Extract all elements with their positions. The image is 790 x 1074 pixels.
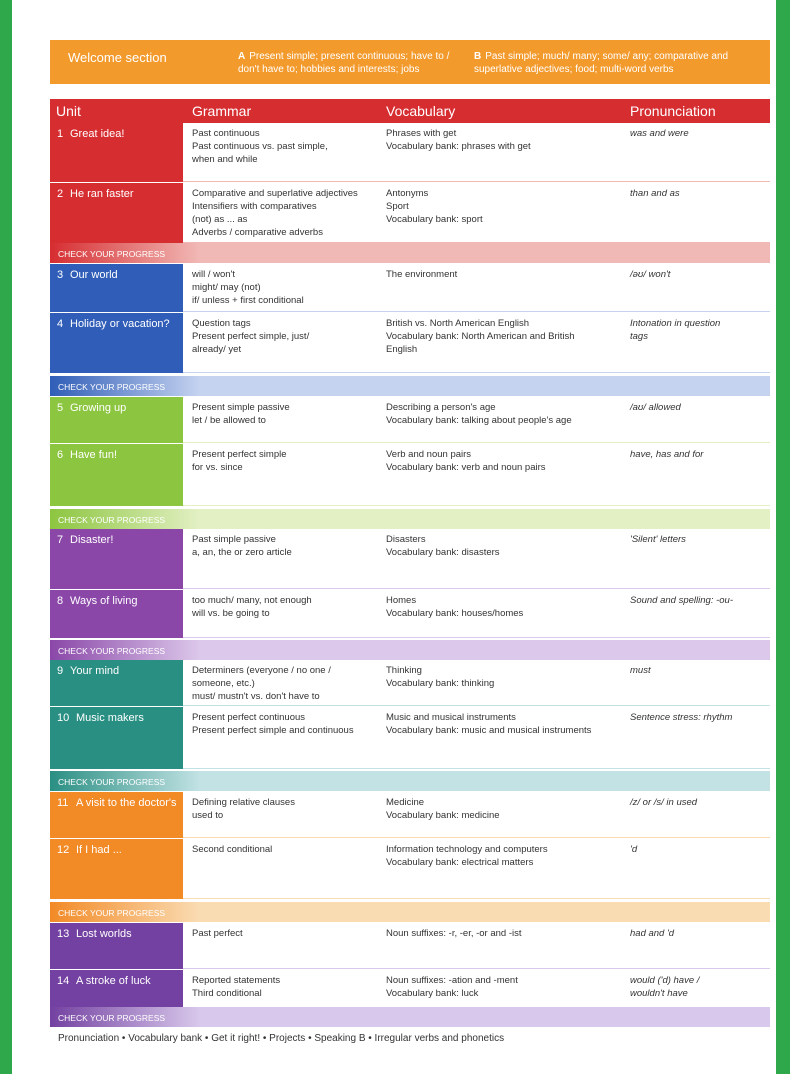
vocabulary-cell	[386, 974, 622, 1000]
check-progress-band	[50, 771, 770, 791]
vocabulary-cell	[386, 664, 622, 690]
pronunciation-cell-line: would ('d) have /	[630, 975, 700, 986]
check-progress-band	[50, 1007, 770, 1027]
table-row	[50, 529, 770, 589]
pronunciation-cell	[630, 974, 766, 1000]
unit-title: Holiday or vacation?	[70, 318, 170, 330]
pronunciation-cell	[630, 187, 766, 200]
unit-title: He ran faster	[70, 188, 134, 200]
unit-number: 13	[57, 928, 70, 940]
grammar-cell-line: for vs. since	[192, 462, 243, 473]
grammar-cell-line: a, an, the or zero article	[192, 547, 292, 558]
row-divider	[183, 768, 770, 769]
grammar-cell	[192, 664, 377, 703]
unit-number: 2	[57, 188, 64, 200]
row-divider	[183, 181, 770, 182]
row-divider	[183, 311, 770, 312]
grammar-cell-line: must/ mustn't vs. don't have to	[192, 691, 320, 702]
check-progress-band	[50, 902, 770, 922]
unit-number: 4	[57, 318, 64, 330]
vocabulary-cell-line: Vocabulary bank: luck	[386, 988, 479, 999]
pronunciation-cell-line: 'Silent' letters	[630, 534, 686, 545]
table-row	[50, 839, 770, 899]
table-row	[50, 923, 770, 969]
table-row	[50, 183, 770, 243]
vocabulary-cell	[386, 843, 622, 869]
pronunciation-cell	[630, 401, 766, 414]
pronunciation-cell-line: Intonation in question	[630, 318, 721, 329]
welcome-section	[50, 40, 770, 84]
unit-title: Music makers	[76, 712, 144, 724]
grammar-cell	[192, 317, 377, 356]
check-progress-label: CHECK YOUR PROGRESS	[58, 515, 166, 525]
row-divider	[183, 372, 770, 373]
check-progress-label: CHECK YOUR PROGRESS	[58, 646, 166, 656]
unit-cell	[50, 707, 183, 769]
grammar-cell-line: Adverbs / comparative adverbs	[192, 227, 323, 238]
pronunciation-cell	[630, 927, 766, 940]
vocabulary-cell-line: Thinking	[386, 665, 422, 676]
check-progress-label: CHECK YOUR PROGRESS	[58, 1013, 166, 1023]
row-divider	[183, 637, 770, 638]
vocabulary-cell-line: Vocabulary bank: electrical matters	[386, 857, 534, 868]
grammar-cell-line: Past continuous vs. past simple,	[192, 141, 328, 152]
grammar-cell-line: Defining relative clauses	[192, 797, 295, 808]
row-divider	[183, 505, 770, 506]
table-row	[50, 264, 770, 312]
unit-cell	[50, 660, 183, 706]
grammar-cell-line: Present perfect simple	[192, 449, 287, 460]
grammar-cell-line: if/ unless + first conditional	[192, 295, 304, 306]
pronunciation-cell	[630, 533, 766, 546]
welcome-part-b	[474, 50, 764, 76]
grammar-cell	[192, 711, 377, 737]
row-divider	[183, 705, 770, 706]
check-progress-band	[50, 243, 770, 263]
pronunciation-cell-line: was and were	[630, 128, 689, 139]
welcome-part-a	[238, 50, 460, 76]
grammar-cell-line: will / won't	[192, 269, 235, 280]
vocabulary-cell-line: Music and musical instruments	[386, 712, 516, 723]
table-row	[50, 123, 770, 182]
check-progress-band	[50, 640, 770, 660]
grammar-cell-line: Present perfect simple, just/	[192, 331, 310, 342]
grammar-cell-line: already/ yet	[192, 344, 242, 355]
unit-number: 11	[57, 797, 69, 809]
grammar-cell-line: might/ may (not)	[192, 282, 261, 293]
row-divider	[183, 898, 770, 899]
grammar-cell-line: (not) as ... as	[192, 214, 248, 225]
pronunciation-cell-line: have, has and for	[630, 449, 704, 460]
vocabulary-cell	[386, 711, 622, 737]
vocabulary-cell-line: Information technology and computers	[386, 844, 548, 855]
vocabulary-cell-line: Verb and noun pairs	[386, 449, 472, 460]
vocabulary-cell-line: Vocabulary bank: North American and British	[386, 331, 575, 342]
unit-title: Your mind	[70, 665, 120, 677]
check-progress-label: CHECK YOUR PROGRESS	[58, 382, 166, 392]
pronunciation-cell	[630, 711, 766, 724]
unit-cell	[50, 792, 183, 838]
pronunciation-cell	[630, 664, 766, 677]
grammar-cell-line: Present simple passive	[192, 402, 290, 413]
pronunciation-cell-line: than and as	[630, 188, 680, 199]
unit-number: 9	[57, 665, 64, 677]
unit-number: 3	[57, 269, 64, 281]
unit-cell	[50, 529, 183, 589]
grammar-cell-line: Present perfect continuous	[192, 712, 306, 723]
pronunciation-cell	[630, 796, 766, 809]
grammar-cell-line: Third conditional	[192, 988, 262, 999]
unit-title: Have fun!	[70, 449, 118, 461]
grammar-cell-line: Reported statements	[192, 975, 281, 986]
welcome-b-text: Past simple; much/ many; some/ any; comparative and superlative adjectives; food; multi-word verbs	[474, 51, 729, 75]
unit-cell	[50, 123, 183, 182]
vocabulary-cell	[386, 187, 622, 226]
vocabulary-cell	[386, 268, 622, 281]
table-row	[50, 660, 770, 706]
vocabulary-cell-line: Vocabulary bank: disasters	[386, 547, 500, 558]
unit-number: 7	[57, 534, 64, 546]
check-progress-band	[50, 509, 770, 529]
grammar-cell	[192, 448, 377, 474]
unit-title: A visit to the doctor's	[76, 797, 177, 809]
vocabulary-cell-line: The environment	[386, 269, 458, 280]
grammar-cell-line: when and while	[192, 154, 258, 165]
vocabulary-cell-line: Phrases with get	[386, 128, 457, 139]
grammar-cell	[192, 974, 377, 1000]
header-grammar: Grammar	[192, 103, 252, 119]
unit-number: 12	[57, 844, 70, 856]
vocabulary-cell	[386, 401, 622, 427]
table-header	[50, 99, 770, 123]
pronunciation-cell-line: /əʊ/ won't	[630, 269, 671, 280]
grammar-cell-line: Question tags	[192, 318, 251, 329]
table-row	[50, 707, 770, 769]
grammar-cell-line: let / be allowed to	[192, 415, 266, 426]
grammar-cell-line: Determiners (everyone / no one /	[192, 665, 331, 676]
row-divider	[183, 837, 770, 838]
unit-title: A stroke of luck	[76, 975, 151, 987]
grammar-cell-line: Past continuous	[192, 128, 260, 139]
row-divider	[183, 442, 770, 443]
grammar-cell	[192, 843, 377, 856]
grammar-cell-line: Past perfect	[192, 928, 243, 939]
welcome-title: Welcome section	[68, 50, 167, 65]
grammar-cell	[192, 401, 377, 427]
unit-cell	[50, 397, 183, 443]
check-progress-label: CHECK YOUR PROGRESS	[58, 249, 166, 259]
vocabulary-cell-line: Noun suffixes: -ation and -ment	[386, 975, 518, 986]
unit-number: 14	[57, 975, 70, 987]
pronunciation-cell-line: must	[630, 665, 651, 676]
unit-title: Great idea!	[70, 128, 125, 140]
table-row	[50, 313, 770, 373]
unit-cell	[50, 839, 183, 899]
vocabulary-cell-line: Describing a person's age	[386, 402, 496, 413]
grammar-cell	[192, 533, 377, 559]
unit-title: Disaster!	[70, 534, 114, 546]
vocabulary-cell-line: Vocabulary bank: thinking	[386, 678, 495, 689]
grammar-cell-line: Intensifiers with comparatives	[192, 201, 317, 212]
pronunciation-cell-line: wouldn't have	[630, 988, 688, 999]
vocabulary-cell-line: Vocabulary bank: verb and noun pairs	[386, 462, 546, 473]
vocabulary-cell-line: Medicine	[386, 797, 425, 808]
header-pronunciation: Pronunciation	[630, 103, 716, 119]
vocabulary-cell-line: Sport	[386, 201, 409, 212]
unit-cell	[50, 923, 183, 969]
grammar-cell	[192, 127, 377, 166]
vocabulary-cell-line: Homes	[386, 595, 417, 606]
vocabulary-cell	[386, 448, 622, 474]
table-row	[50, 444, 770, 506]
grammar-cell-line: someone, etc.)	[192, 678, 255, 689]
vocabulary-cell-line: Vocabulary bank: houses/homes	[386, 608, 524, 619]
pronunciation-cell	[630, 843, 766, 856]
unit-cell	[50, 264, 183, 312]
unit-cell	[50, 590, 183, 638]
unit-number: 10	[57, 712, 70, 724]
grammar-cell	[192, 187, 377, 239]
vocabulary-cell	[386, 796, 622, 822]
vocabulary-cell-line: Vocabulary bank: sport	[386, 214, 483, 225]
vocabulary-cell-line: English	[386, 344, 418, 355]
grammar-cell	[192, 594, 377, 620]
vocabulary-cell-line: Vocabulary bank: phrases with get	[386, 141, 531, 152]
header-vocabulary: Vocabulary	[386, 103, 456, 119]
welcome-b-letter: B	[474, 51, 482, 62]
vocabulary-cell-line: Vocabulary bank: music and musical instruments	[386, 725, 592, 736]
table-row	[50, 792, 770, 838]
unit-cell	[50, 183, 183, 243]
table-row	[50, 590, 770, 638]
pronunciation-cell	[630, 127, 766, 140]
row-divider	[183, 968, 770, 969]
pronunciation-cell-line: Sentence stress: rhythm	[630, 712, 733, 723]
welcome-a-text: Present simple; present continuous; have to / don't have to; hobbies and interests; jobs	[238, 51, 450, 75]
pronunciation-cell-line: had and 'd	[630, 928, 675, 939]
pronunciation-cell-line: 'd	[630, 844, 638, 855]
pronunciation-cell-line: Sound and spelling: -ou-	[630, 595, 733, 606]
table-row	[50, 397, 770, 443]
vocabulary-cell-line: Noun suffixes: -r, -er, -or and -ist	[386, 928, 522, 939]
unit-title: Ways of living	[70, 595, 138, 607]
check-progress-label: CHECK YOUR PROGRESS	[58, 777, 166, 787]
unit-title: Our world	[70, 269, 118, 281]
pronunciation-cell-line: tags	[630, 331, 648, 342]
vocabulary-cell-line: Disasters	[386, 534, 426, 545]
grammar-cell	[192, 796, 377, 822]
pronunciation-cell	[630, 594, 766, 607]
unit-title: Growing up	[70, 402, 127, 414]
check-progress-band	[50, 376, 770, 396]
unit-title: If I had ...	[76, 844, 122, 856]
vocabulary-cell	[386, 594, 622, 620]
welcome-a-letter: A	[238, 51, 246, 62]
grammar-cell-line: used to	[192, 810, 224, 821]
vocabulary-cell	[386, 927, 622, 940]
grammar-cell-line: Present perfect simple and continuous	[192, 725, 354, 736]
unit-cell	[50, 444, 183, 506]
unit-number: 5	[57, 402, 64, 414]
vocabulary-cell-line: British vs. North American English	[386, 318, 530, 329]
grammar-cell-line: will vs. be going to	[192, 608, 270, 619]
grammar-cell-line: too much/ many, not enough	[192, 595, 312, 606]
vocabulary-cell-line: Vocabulary bank: medicine	[386, 810, 500, 821]
grammar-cell-line: Past simple passive	[192, 534, 276, 545]
header-unit: Unit	[56, 103, 81, 119]
pronunciation-cell-line: /aʊ/ allowed	[630, 402, 681, 413]
unit-number: 1	[57, 128, 64, 140]
grammar-cell	[192, 927, 377, 940]
vocabulary-cell	[386, 317, 622, 356]
grammar-cell-line: Comparative and superlative adjectives	[192, 188, 358, 199]
vocabulary-cell-line: Antonyms	[386, 188, 429, 199]
unit-number: 6	[57, 449, 64, 461]
pronunciation-cell	[630, 448, 766, 461]
vocabulary-cell-line: Vocabulary bank: talking about people's age	[386, 415, 572, 426]
vocabulary-cell	[386, 127, 622, 153]
grammar-cell	[192, 268, 377, 307]
pronunciation-cell	[630, 268, 766, 281]
grammar-cell-line: Second conditional	[192, 844, 273, 855]
unit-cell	[50, 313, 183, 373]
unit-title: Lost worlds	[76, 928, 132, 940]
vocabulary-cell	[386, 533, 622, 559]
pronunciation-cell	[630, 317, 766, 343]
pronunciation-cell-line: /z/ or /s/ in used	[630, 797, 698, 808]
footer-links: Pronunciation • Vocabulary bank • Get it right! • Projects • Speaking B • Irregular verbs and phonetics	[58, 1033, 505, 1044]
check-progress-label: CHECK YOUR PROGRESS	[58, 908, 166, 918]
row-divider	[183, 588, 770, 589]
unit-number: 8	[57, 595, 64, 607]
